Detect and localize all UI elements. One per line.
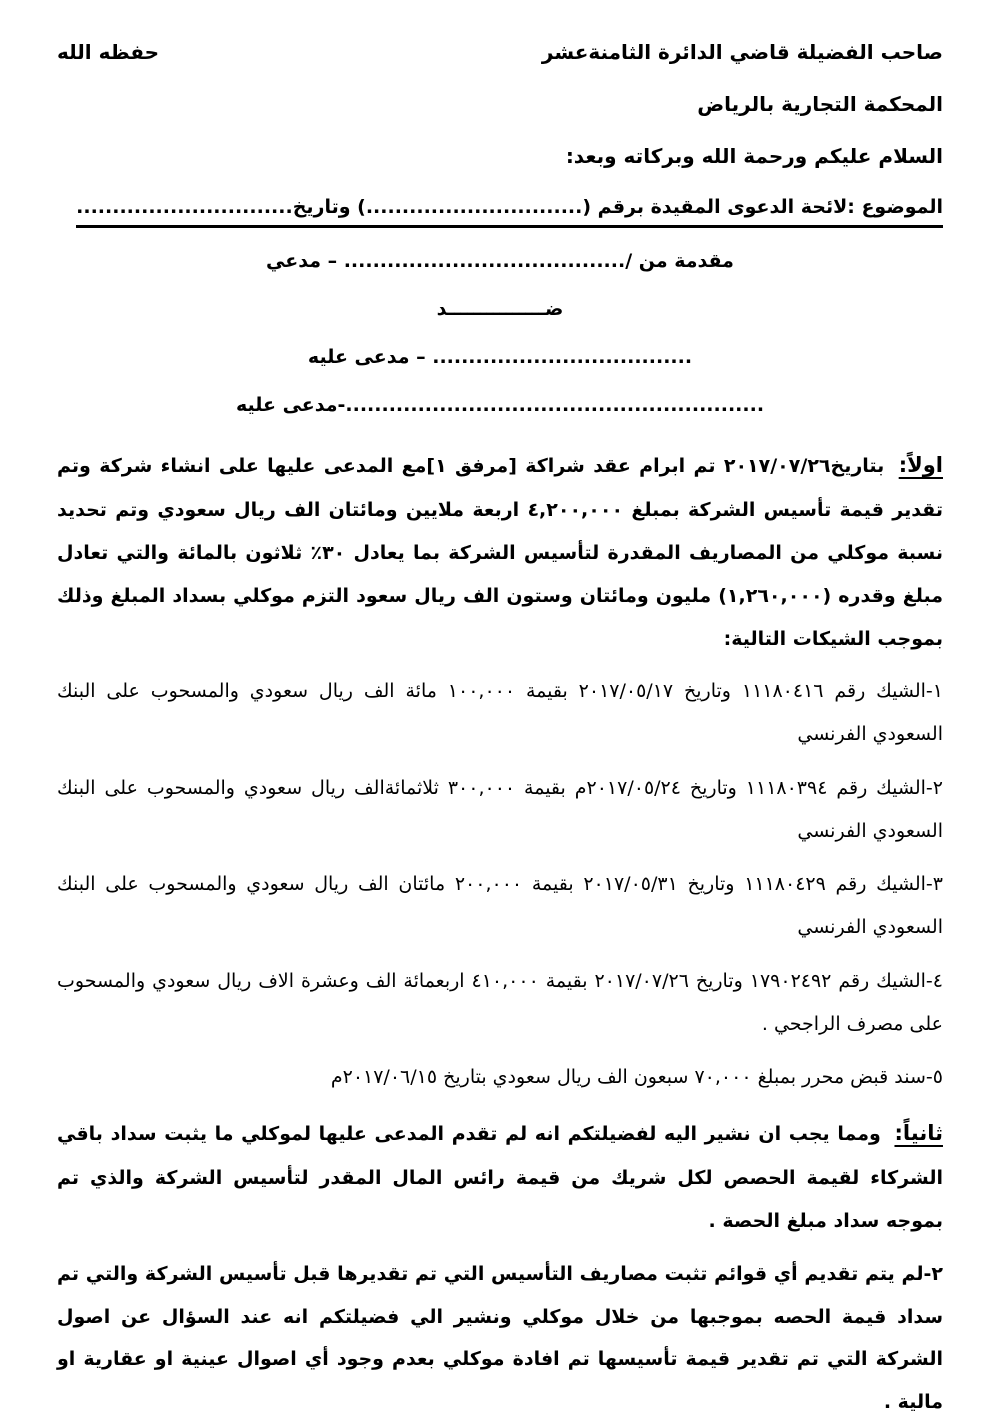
check-item-3: ٣-الشيك رقم ١١١٨٠٤٢٩ وتاريخ ٢٠١٧/٠٥/٣١ بقيمة ٢٠٠,٠٠٠ مائتان الف ريال سعودي والمسحوب على البنك السعودي الفرنسي — [57, 873, 943, 938]
section-second-paragraph — [57, 1110, 943, 1243]
section-first-paragraph — [57, 442, 943, 660]
section-second-heading: ثانياً: — [894, 1121, 943, 1145]
blessing-text: حفظه الله — [57, 40, 160, 64]
receipt-item-5: ٥-سند قبض محرر بمبلغ ٧٠,٠٠٠ سبعون الف ريال سعودي بتاريخ ٢٠١٧/٠٦/١٥م — [330, 1066, 943, 1089]
section-first-body: بتاريخ٢٠١٧/٠٧/٢٦ تم ابرام عقد شراكة [مرفق ١]مع المدعى عليها على انشاء شركة وتم تقدير قيمة تأسيس الشركة بمبلغ ٤,٢٠٠,٠٠٠ اربعة ملايين ومائتان الف ريال سعودي وتم تحديد نسبة موكلي من المصاريف المقدرة لتأسيس الشركة بما يعادل ٣٠٪ ثلاثون بالمائة والتي تعادل مبلغ وقدره (١,٢٦٠,٠٠٠) مليون ومائتان وستون الف ريال سعود التزم موكلي بسداد المبلغ وذلك بموجب الشيكات التالية: — [57, 455, 944, 650]
plaintiff-line: مقدمة من /....................................... – مدعي — [266, 250, 734, 272]
letter-header — [57, 40, 943, 64]
second-point-paragraph: ٢-لم يتم تقديم أي قوائم تثبت مصاريف التأسيس التي تم تقديرها قبل تأسيس الشركة والتي تم سداد قيمة الحصه بموجبها من خلال موكلي ونشير الي فضيلتكم انه عند السؤال عن اصول الشركة التي تم تقدير قيمة تأسيسها تم افادة موكلي بعدم وجود أي اصوال عينية او عقارية او مالية . — [57, 1262, 943, 1413]
check-item-4: ٤-الشيك رقم ١٧٩٠٢٤٩٢ وتاريخ ٢٠١٧/٠٧/٢٦ بقيمة ٤١٠,٠٠٠ اربعمائة الف وعشرة الاف ريال سعودي والمسحوب على مصرف الراجحي . — [57, 969, 943, 1035]
greeting-line: السلام عليكم ورحمة الله وبركاته وبعد: — [565, 144, 943, 168]
versus-line: ضـــــــــــــــد — [436, 298, 564, 320]
subject-text: الموضوع :لائحة الدعوى المقيدة برقم (..............................) وتاريخ.............................. — [76, 196, 943, 228]
addressee-line: صاحب الفضيلة قاضي الدائرة الثامنةعشر — [541, 40, 943, 64]
court-name: المحكمة التجارية بالرياض — [697, 92, 943, 116]
check-item-2: ٢-الشيك رقم ١١١٨٠٣٩٤ وتاريخ ٢٠١٧/٠٥/٢٤م بقيمة ٣٠٠,٠٠٠ ثلاثمائةالف ريال سعودي والمسحوب على البنك السعودي الفرنسي — [57, 776, 943, 842]
defendant-line-1: .................................... – مدعى عليه — [307, 346, 693, 368]
defendant-line-2: ..........................................................-مدعى عليه — [235, 394, 765, 416]
check-item-1: ١-الشيك رقم ١١١٨٠٤١٦ وتاريخ ٢٠١٧/٠٥/١٧ بقيمة ١٠٠,٠٠٠ مائة الف ريال سعودي والمسحوب على البنك السعودي الفرنسي — [57, 680, 944, 745]
section-second-body: ومما يجب ان نشير اليه لفضيلتكم انه لم تقدم المدعى عليها لموكلي ما يثبت سداد باقي الشركاء لقيمة الحصص لكل شريك من قيمة رائس المال المقدر لتأسيس الشركة والذي تم بموجه سداد مبلغ الحصة . — [57, 1123, 943, 1232]
subject-line — [57, 196, 943, 218]
section-first-heading: اولاً: — [898, 453, 943, 477]
